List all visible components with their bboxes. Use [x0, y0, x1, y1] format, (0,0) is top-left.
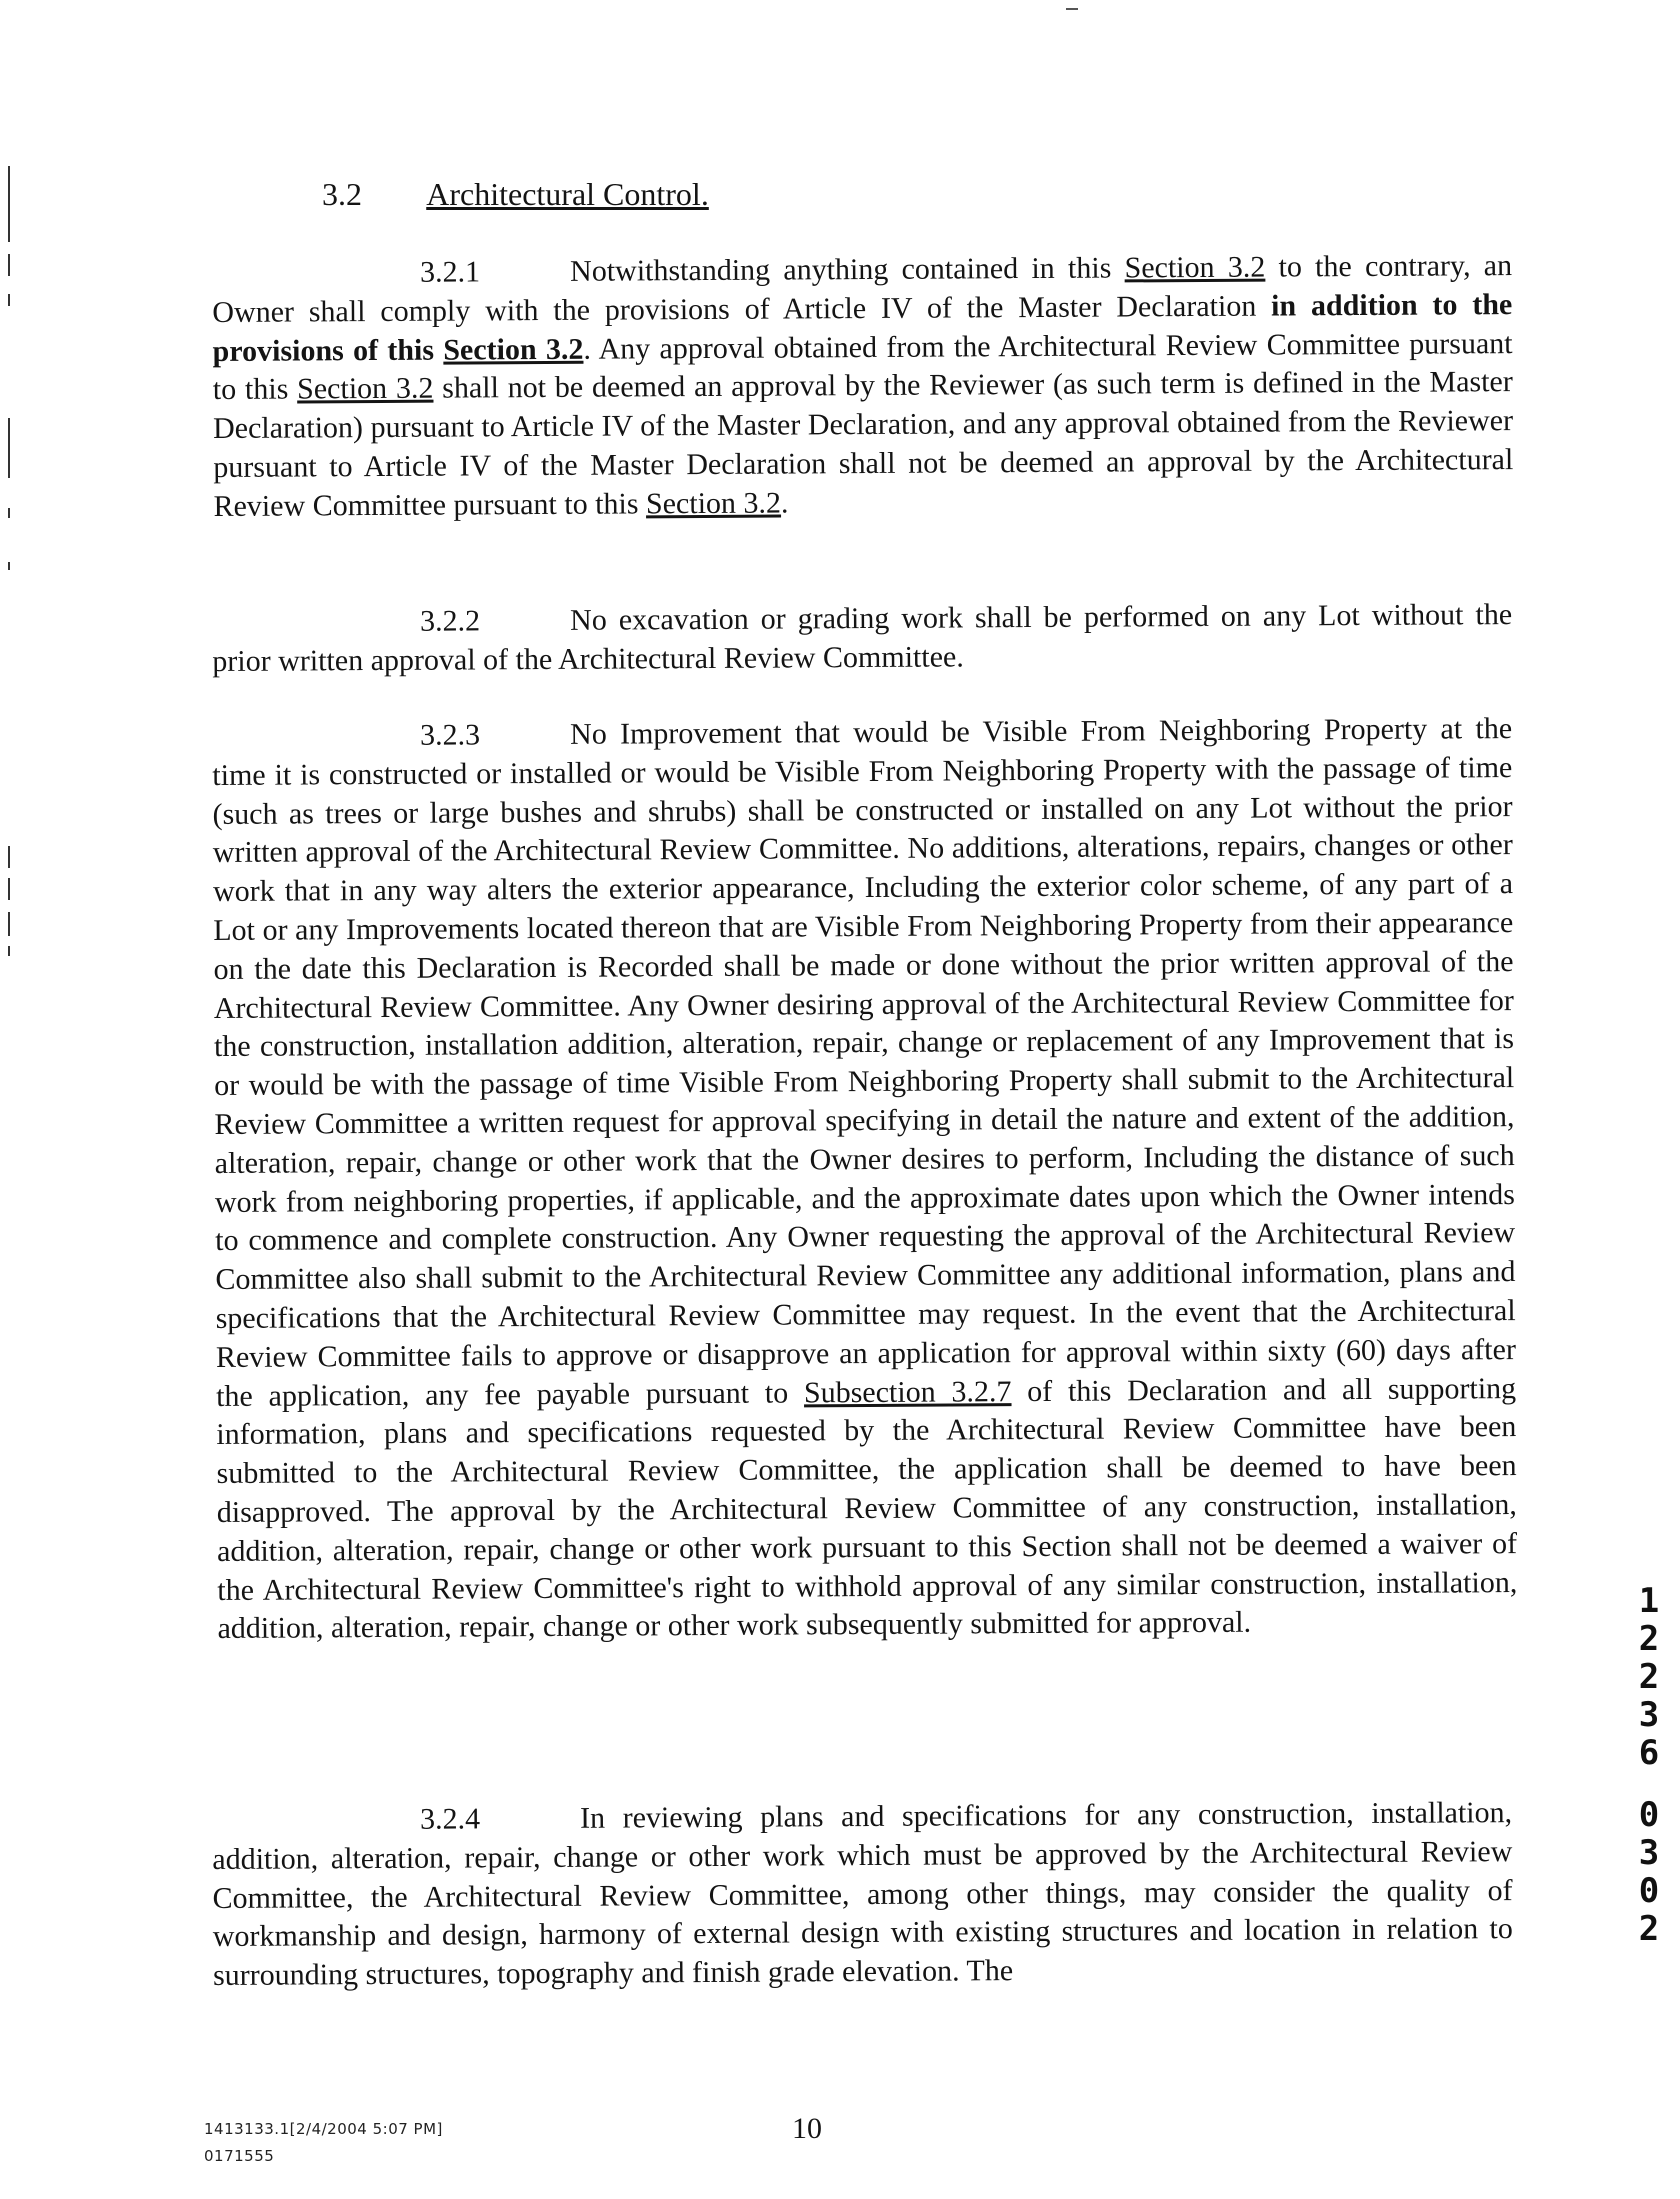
margin-bar: [8, 912, 10, 936]
section-heading: [322, 176, 709, 213]
paragraph-number: 3.2.3: [420, 718, 481, 752]
margin-bar: [8, 508, 10, 518]
section-reference: Section 3.2: [443, 332, 584, 367]
margin-bar: [8, 846, 10, 868]
margin-bar: [8, 254, 10, 276]
paragraph-number: 3.2.1: [420, 255, 481, 289]
section-reference: Section 3.2: [645, 486, 782, 521]
document-id-footer: [204, 2116, 443, 2170]
margin-bar: [8, 294, 10, 306]
paragraph-number: 3.2.4: [420, 1802, 481, 1836]
margin-bar: [8, 166, 10, 242]
section-number: 3.2: [322, 176, 362, 212]
paragraph-3-2-1: 3.2.1 Notwithstanding anything contained in this Section 3.2 to the contrary, an Owner shall comply with the provisions of Article IV of the Master Declaration in addition to the provisions of this Section 3.2. Any approval obtained from the Architectural Review Committee pursuant to this Section 3.2 shall not be deemed an approval by the Reviewer (as such term is defined in the Master Declaration) pursuant to Article IV of the Master Declaration, and any approval obtained from the Reviewer pursuant to Article IV of the Master Declaration shall not be deemed an approval by the Architectural Review Committee pursuant to this Section 3.2.: [212, 249, 1514, 523]
page-number: 10: [792, 2112, 822, 2145]
client-matter-line: 0171555: [204, 2147, 275, 2165]
paragraph-number: 3.2.2: [420, 604, 481, 638]
scan-artifact-tick: [1066, 8, 1078, 10]
margin-bar: [8, 878, 10, 900]
margin-bar: [8, 418, 10, 478]
paragraph-3-2-2: 3.2.2 No excavation or grading work shall be performed on any Lot without the prior written approval of the Architectural Review Committee.: [212, 598, 1513, 678]
revision-margin-bars: [8, 0, 14, 2199]
section-title: Architectural Control.: [426, 176, 709, 212]
subsection-reference: Subsection 3.2.7: [803, 1374, 1012, 1409]
margin-bar: [8, 946, 10, 956]
bold-phrase: in addition to the provisions of this: [212, 287, 1513, 368]
recording-number-stamp: 1 2 2 3 6 0 3 0 2: [1638, 1581, 1660, 1949]
margin-bar: [8, 562, 10, 570]
section-reference: Section 3.2: [297, 372, 434, 406]
paragraph-3-2-4: 3.2.4 In reviewing plans and specifications for any construction, installation, addition, alteration, repair, change or other work which must be approved by the Architectural Review Committee, the Architectural Review Committee, among other things, may consider the quality of workmanship and design, harmony of external design with existing structures and location in relation to surrounding structures, topography and finish grade elevation. The: [212, 1796, 1513, 1993]
section-reference: Section 3.2: [1124, 250, 1266, 285]
document-id-line: 1413133.1[2/4/2004 5:07 PM]: [204, 2120, 443, 2138]
paragraph-3-2-3: 3.2.3 No Improvement that would be Visible From Neighboring Property at the time it is constructed or installed or would be Visible From Neighboring Property with the passage of time (such as trees or large bushes and shrubs) shall be constructed or installed on any Lot without the prior written approval of the Architectural Review Committee. No additions, alterations, repairs, changes or other work that in any way alters the exterior appearance, Including the exterior color scheme, of any part of a Lot or any Improvements located thereon that are Visible From Neighboring Property from their appearance on the date this Declaration is Recorded shall be made or done without the prior written approval of the Architectural Review Committee. Any Owner desiring approval of the Architectural Review Committee for the construction, installation addition, alteration, repair, change or replacement of any Improvement that is or would be with the passage of time Visible From Neighboring Property shall submit to the Architectural Review Committee a written request for approval specifying in detail the nature and extent of the addition, alteration, repair, change or other work that the Owner desires to perform, Including the distance of such work from neighboring properties, if applicable, and the approximate dates upon which the Owner intends to commence and complete construction. Any Owner requesting the approval of the Architectural Review Committee also shall submit to the Architectural Review Committee any additional information, plans and specifications that the Architectural Review Committee may request. In the event that the Architectural Review Committee fails to approve or disapprove an application for approval within sixty (60) days after the application, any fee payable pursuant to Subsection 3.2.7 of this Declaration and all supporting information, plans and specifications requested by the Architectural Review Committee have been submitted to the Architectural Review Committee, the application shall be deemed to have been disapproved. The approval by the Architectural Review Committee of any construction, installation, addition, alteration, repair, change or other work pursuant to this Section shall not be deemed a waiver of the Architectural Review Committee's right to withhold approval of any similar construction, installation, addition, alteration, repair, change or other work subsequently submitted for approval.: [212, 712, 1518, 1646]
